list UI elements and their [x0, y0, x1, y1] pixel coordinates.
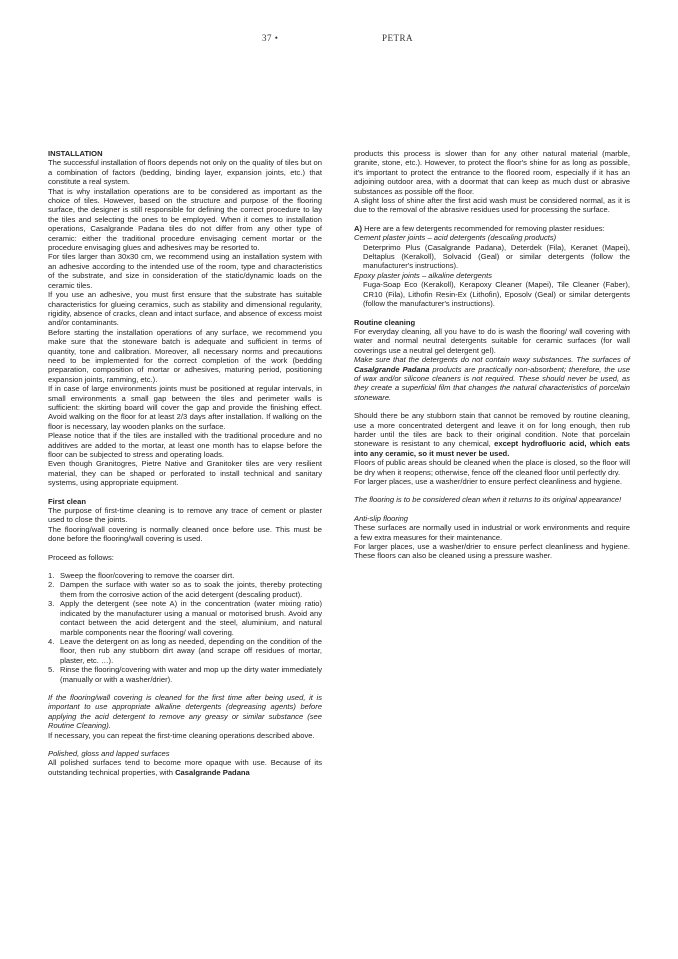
paragraph: For larger places, use a washer/drier to ensure perfect cleanliness and hygiene. These floors can also be cleaned using a pressure washer.	[354, 542, 630, 561]
paragraph: For everyday cleaning, all you have to do is wash the flooring/ wall covering with water and normal neutral detergents suitable for ceramic surfaces (for wall coverings use a neutral gel detergent gel).	[354, 326, 630, 355]
step-text: Apply the detergent (see note A) in the concentration (water mixing ratio) indicated by the manufacturer using a manual or motorised brush. Avoid any contact between the acid detergent and the steel, aluminium, and natural marble components near the flooring/ wall covering.	[60, 599, 322, 637]
step-text: Sweep the floor/covering to remove the coarser dirt.	[60, 571, 235, 581]
paragraph-text: products are practically non-absorbent; therefore, the use of wax and/or silicone cleaners is not required. These should never be used, as they create a superficial film that changes the natural characteristics of porcelain stoneware.	[354, 364, 630, 402]
paragraph: products this process is slower than for any other natural material (marble, granite, stone, etc.). However, to protect the floor's shine for as long as possible, it's important to protect the entrance to the floored room, especially if it has an adjoining outdoor area, with a doormat that can keep as much dust or abrasive substances as possible off the floor.	[354, 149, 630, 196]
paragraph: The purpose of first-time cleaning is to remove any trace of cement or plaster used to close the joints.	[48, 506, 322, 525]
paragraph: If the flooring/wall covering is cleaned for the first time after being used, it is important to use appropriate alkaline detergents (degreasing agents) before applying the acid detergent to remove any greasy or similar substance (see Routine Cleaning).	[48, 692, 322, 731]
step-number: 5.	[48, 665, 55, 675]
paragraph-text: Should there be any stubborn stain that cannot be removed by routine cleaning, use a more concentrated detergent and leave it on for long enough, then rub harder until the tiles are back to their original condition. Note that porcelain stoneware is resistant to any chemical,	[354, 411, 630, 449]
step-number: 3.	[48, 599, 55, 609]
paragraph: The flooring is to be considered clean when it returns to its original appearance!	[354, 495, 622, 505]
installation-heading: INSTALLATION	[48, 149, 103, 158]
brand-name: Casalgrande Padana	[175, 767, 250, 777]
list-item	[48, 637, 322, 665]
paragraph: If in case of large environments joints must be positioned at regular intervals, in small environments a small gap between the tiles and perimeter walls is sufficient: the skirting board will cover the gap and provide the finishing effect. Avoid walking on the floor for at least 2/3 days after installation. If walking on the floor is necessary, lay wooden planks on the surface.	[48, 384, 322, 431]
list-item	[48, 599, 322, 637]
paragraph	[354, 411, 630, 458]
step-number: 2.	[48, 580, 55, 590]
paragraph: For tiles larger than 30x30 cm, we recommend using an installation system with an adhesive according to the intended use of the room, type and characteristics of the substrate, and size in consideration of the static/dynamic loads on the ceramic tiles.	[48, 252, 322, 290]
paragraph: The flooring/wall covering is normally cleaned once before use. This must be done before the flooring/wall covering is used.	[48, 524, 322, 544]
epoxy-subheading: Epoxy plaster joints – alkaline detergents	[354, 270, 493, 280]
warning-text: except hydrofluoric acid, which eats into any ceramic, so it must never be used.	[354, 439, 630, 458]
paragraph: A slight loss of shine after the first acid wash must be considered normal, as it is due to the removal of the abrasive residues used for processing the surface.	[354, 196, 630, 215]
paragraph: Fuga-Soap Eco (Kerakoll), Kerapoxy Cleaner (Mapei), Tile Cleaner (Faber), CR10 (Fila), Lithofin Resin-Ex (Lithofin), Eposolv (Geal) or similar detergents (follow the manufacturer's instructions).	[363, 280, 630, 309]
polished-subheading: Polished, gloss and lapped surfaces	[48, 748, 170, 758]
paragraph: Deterprimo Plus (Casalgrande Padana), Deterdek (Fila), Keranet (Mapei), Deltaplus (Kerakoll), Solvacid (Geal) or similar detergents (follow the manufacturer's instructions).	[363, 242, 630, 271]
list-item	[48, 571, 322, 580]
running-title: PETRA	[382, 33, 414, 43]
list-item	[48, 580, 322, 599]
step-text: Rinse the flooring/covering with water and mop up the dirty water immediately (manually or with a washer/drier).	[60, 665, 322, 684]
paragraph: For larger places, use a washer/drier to ensure perfect cleanliness and hygiene.	[354, 477, 623, 486]
step-number: 4.	[48, 636, 55, 646]
paragraph	[354, 355, 630, 402]
paragraph: Floors of public areas should be cleaned when the place is closed, so the floor will be dry when it reopens; otherwise, fence off the cleaned floor until perfectly dry.	[354, 458, 630, 477]
paragraph: That is why installation operations are to be considered as important as the choice of tiles. However, based on the structure and purpose of the flooring surface, the designer is still responsible for defining the correct procedure to lay the tiles and selecting the ones to be employed. When it comes to installation operations, Casalgrande Padana tiles do not differ from any other type of ceramic: either the traditional procedure envisaging cement mortar or the procedure envisaging glues and adhesives may be resorted to.	[48, 186, 322, 253]
paragraph	[354, 224, 630, 233]
routine-cleaning-heading: Routine cleaning	[354, 317, 416, 327]
paragraph: Even though Granitogres, Pietre Native and Granitoker tiles are very resilient material, they can be shaped or perforated to install technical and sanitary systems, using appropriate equipment.	[48, 459, 322, 488]
paragraph: If necessary, you can repeat the first-time cleaning operations described above.	[48, 730, 315, 740]
note-label: A)	[354, 223, 363, 233]
paragraph: Before starting the installation operations of any surface, we recommend you make sure that the stoneware batch is adequate and sufficient in terms of quantity, tone and calibration. Moreover, all necessary norms and precautions need to be implemented for the correct completion of the work (bedding preparation, composition of mortar or adhesives, maturing period, positioning expansion joints, ramming, etc.).	[48, 327, 322, 384]
brand-name: Casalgrande Padana	[354, 364, 430, 374]
step-text: Dampen the surface with water so as to soak the joints, thereby protecting them from the corrosive action of the acid detergent (descaling product).	[60, 580, 322, 599]
paragraph: If you use an adhesive, you must first ensure that the substrate has suitable characteristics for glueing ceramics, such as stability and dimensional regularity, rigidity, absence of cracks, clean and intact surface, and absence of excess moist and/or contaminants.	[48, 290, 322, 328]
antislip-subheading: Anti-slip flooring	[354, 513, 409, 523]
paragraph: Please notice that if the tiles are installed with the traditional procedure and no additives are added to the mortar, at least one month has to elapse before the floor can be subjected to stress and operating loads.	[48, 431, 322, 459]
paragraph-text: Make sure that the detergents do not contain waxy substances. The surfaces of	[354, 355, 630, 365]
steps-list	[48, 571, 322, 684]
paragraph	[48, 758, 322, 777]
step-text: Leave the detergent on as long as needed, depending on the condition of the floor, then rub any stubborn dirt away (and scrape off residues of mortar, plaster, etc. …).	[60, 636, 322, 665]
first-clean-heading: First clean	[48, 496, 86, 506]
paragraph: These surfaces are normally used in industrial or work environments and require a few extra measures for their maintenance.	[354, 523, 630, 542]
paragraph: The successful installation of floors depends not only on the quality of tiles but on a combination of factors (bedding, binding layer, expansion joints, etc.) that constitute a real system.	[48, 158, 322, 187]
list-item	[48, 665, 322, 684]
paragraph-text: All polished surfaces tend to become more opaque with use. Because of its outstanding technical properties, with	[48, 758, 322, 777]
paragraph-text: Here are a few detergents recommended for removing plaster residues:	[362, 223, 605, 233]
page-number: 37 •	[262, 33, 279, 43]
paragraph: Proceed as follows:	[48, 552, 114, 562]
step-number: 1.	[48, 571, 55, 581]
right-column	[354, 149, 630, 561]
left-column	[48, 149, 322, 777]
page-header	[0, 33, 678, 47]
cement-subheading: Cement plaster joints – acid detergents (descaling products)	[354, 233, 557, 243]
